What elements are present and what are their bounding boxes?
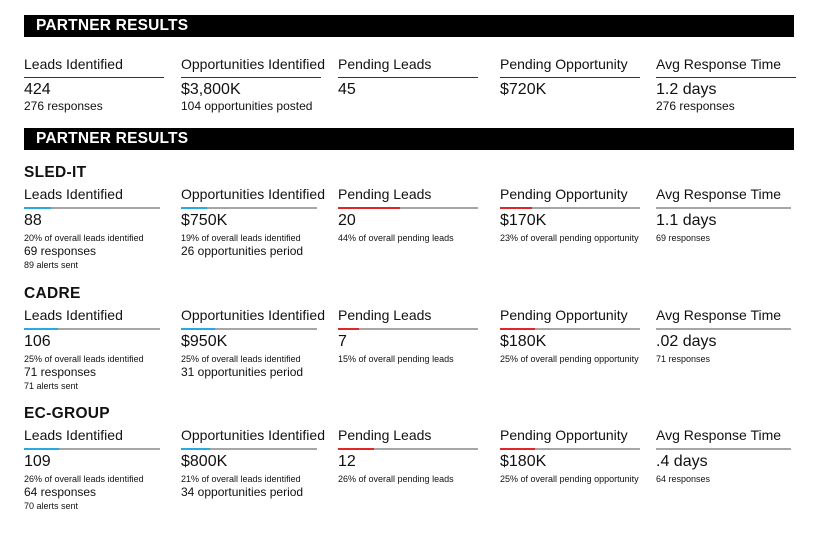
metric-value: 1.2 days bbox=[656, 81, 717, 98]
metric-rule bbox=[656, 77, 796, 78]
partner-metric bbox=[656, 186, 791, 244]
partner-metric bbox=[338, 186, 478, 244]
partner-metric bbox=[181, 186, 325, 258]
metric-value: 45 bbox=[338, 81, 356, 98]
metric-note: 25% of overall leads identified bbox=[24, 354, 144, 364]
metric-value: 109 bbox=[24, 453, 51, 470]
metric-note: 25% of overall leads identified bbox=[181, 354, 301, 364]
metric-value: 1.1 days bbox=[656, 212, 717, 229]
share-bar-fill bbox=[181, 207, 207, 209]
share-bar-fill bbox=[24, 207, 51, 209]
metric-sub: 276 responses bbox=[656, 99, 735, 113]
share-bar-fill bbox=[500, 328, 535, 330]
metric-label: Opportunities Identified bbox=[181, 186, 325, 202]
metric-note: 71 responses bbox=[656, 354, 711, 364]
metric-label: Avg Response Time bbox=[656, 56, 782, 72]
partner-name: SLED-IT bbox=[24, 164, 87, 181]
metric-label: Pending Leads bbox=[338, 56, 432, 72]
metric-rule bbox=[338, 77, 478, 78]
metric-label: Leads Identified bbox=[24, 186, 123, 202]
metric-value: .4 days bbox=[656, 453, 708, 470]
partners-banner: PARTNER RESULTS bbox=[24, 128, 794, 150]
share-bar-fill bbox=[181, 448, 210, 450]
metric-value: 7 bbox=[338, 333, 347, 350]
share-bar-fill bbox=[181, 328, 215, 330]
share-bar-fill bbox=[500, 207, 532, 209]
share-bar bbox=[656, 328, 791, 330]
metric-sub: 104 opportunities posted bbox=[181, 99, 313, 113]
share-bar bbox=[338, 328, 478, 330]
metric-label: Avg Response Time bbox=[656, 427, 782, 443]
metric-label: Avg Response Time bbox=[656, 186, 782, 202]
metric-note-secondary: 89 alerts sent bbox=[24, 260, 79, 270]
metric-label: Pending Opportunity bbox=[500, 307, 628, 323]
share-bar-fill bbox=[338, 207, 400, 209]
partner-metric bbox=[24, 186, 160, 271]
metric-label: Pending Opportunity bbox=[500, 186, 628, 202]
metric-sub: 34 opportunities period bbox=[181, 485, 304, 499]
metric-value: 424 bbox=[24, 81, 51, 98]
metric-label: Leads Identified bbox=[24, 56, 123, 72]
partner-metric bbox=[338, 307, 478, 365]
share-bar-fill bbox=[338, 328, 359, 330]
metric-label: Opportunities Identified bbox=[181, 427, 325, 443]
summary-leads-identified bbox=[24, 56, 164, 113]
metric-note: 20% of overall leads identified bbox=[24, 233, 144, 243]
metric-label: Leads Identified bbox=[24, 307, 123, 323]
metric-note: 23% of overall pending opportunity bbox=[500, 233, 639, 243]
partner-metric bbox=[338, 427, 478, 485]
share-bar bbox=[500, 448, 640, 450]
metric-note-secondary: 71 alerts sent bbox=[24, 381, 79, 391]
metric-value: 12 bbox=[338, 453, 356, 470]
metric-rule bbox=[500, 77, 640, 78]
metric-label: Avg Response Time bbox=[656, 307, 782, 323]
metric-note: 15% of overall pending leads bbox=[338, 354, 454, 364]
metric-value: $180K bbox=[500, 453, 547, 470]
metric-rule bbox=[24, 77, 164, 78]
partner-metric bbox=[181, 427, 325, 499]
share-bar bbox=[656, 448, 791, 450]
share-bar bbox=[181, 207, 317, 209]
metric-label: Pending Leads bbox=[338, 307, 432, 323]
share-bar-fill bbox=[500, 448, 535, 450]
metric-note: 26% of overall pending leads bbox=[338, 474, 454, 484]
partner-metric bbox=[656, 307, 791, 365]
share-bar-fill bbox=[24, 448, 59, 450]
metric-value: 88 bbox=[24, 212, 42, 229]
share-bar bbox=[656, 207, 791, 209]
share-bar bbox=[181, 328, 317, 330]
share-bar bbox=[24, 207, 160, 209]
metric-note: 25% of overall pending opportunity bbox=[500, 474, 639, 484]
metric-rule bbox=[181, 77, 321, 78]
share-bar bbox=[181, 448, 317, 450]
metric-label: Opportunities Identified bbox=[181, 56, 325, 72]
metric-value: $720K bbox=[500, 81, 547, 98]
metric-value: 106 bbox=[24, 333, 51, 350]
metric-label: Opportunities Identified bbox=[181, 307, 325, 323]
metric-sub: 31 opportunities period bbox=[181, 365, 304, 379]
share-bar bbox=[338, 207, 478, 209]
metric-value: $800K bbox=[181, 453, 228, 470]
metric-sub: 69 responses bbox=[24, 244, 97, 258]
metric-sub: 64 responses bbox=[24, 485, 97, 499]
summary-avg-response-time bbox=[656, 56, 796, 113]
metric-note: 26% of overall leads identified bbox=[24, 474, 144, 484]
metric-sub: 71 responses bbox=[24, 365, 97, 379]
partner-metric bbox=[500, 427, 640, 485]
metric-note: 21% of overall leads identified bbox=[181, 474, 301, 484]
metric-sub: 26 opportunities period bbox=[181, 244, 304, 258]
partner-metric bbox=[181, 307, 325, 379]
summary-pending-opportunity bbox=[500, 56, 640, 99]
partner-metric bbox=[500, 307, 640, 365]
metric-note: 64 responses bbox=[656, 474, 711, 484]
share-bar bbox=[24, 448, 160, 450]
metric-note: 19% of overall leads identified bbox=[181, 233, 301, 243]
metric-label: Pending Leads bbox=[338, 427, 432, 443]
metric-value: $3,800K bbox=[181, 81, 241, 98]
metric-note: 25% of overall pending opportunity bbox=[500, 354, 639, 364]
metric-value: .02 days bbox=[656, 333, 717, 350]
metric-note: 44% of overall pending leads bbox=[338, 233, 454, 243]
metric-label: Pending Opportunity bbox=[500, 56, 628, 72]
share-bar bbox=[24, 328, 160, 330]
partner-metric bbox=[24, 427, 160, 512]
metric-value: $170K bbox=[500, 212, 547, 229]
metric-value: 20 bbox=[338, 212, 356, 229]
metric-note: 69 responses bbox=[656, 233, 711, 243]
share-bar-fill bbox=[338, 448, 374, 450]
partner-name: EC-GROUP bbox=[24, 405, 110, 422]
summary-pending-leads bbox=[338, 56, 478, 99]
summary-opportunities-identified bbox=[181, 56, 325, 113]
metric-value: $750K bbox=[181, 212, 228, 229]
share-bar bbox=[500, 207, 640, 209]
partner-metric bbox=[24, 307, 160, 392]
metric-label: Pending Leads bbox=[338, 186, 432, 202]
metric-label: Pending Opportunity bbox=[500, 427, 628, 443]
metric-value: $950K bbox=[181, 333, 228, 350]
share-bar bbox=[338, 448, 478, 450]
partner-metric bbox=[656, 427, 791, 485]
partner-name: CADRE bbox=[24, 285, 81, 302]
summary-banner: PARTNER RESULTS bbox=[24, 15, 794, 37]
metric-sub: 276 responses bbox=[24, 99, 103, 113]
partner-metric bbox=[500, 186, 640, 244]
share-bar-fill bbox=[24, 328, 58, 330]
metric-note-secondary: 70 alerts sent bbox=[24, 501, 79, 511]
metric-label: Leads Identified bbox=[24, 427, 123, 443]
share-bar bbox=[500, 328, 640, 330]
metric-value: $180K bbox=[500, 333, 547, 350]
